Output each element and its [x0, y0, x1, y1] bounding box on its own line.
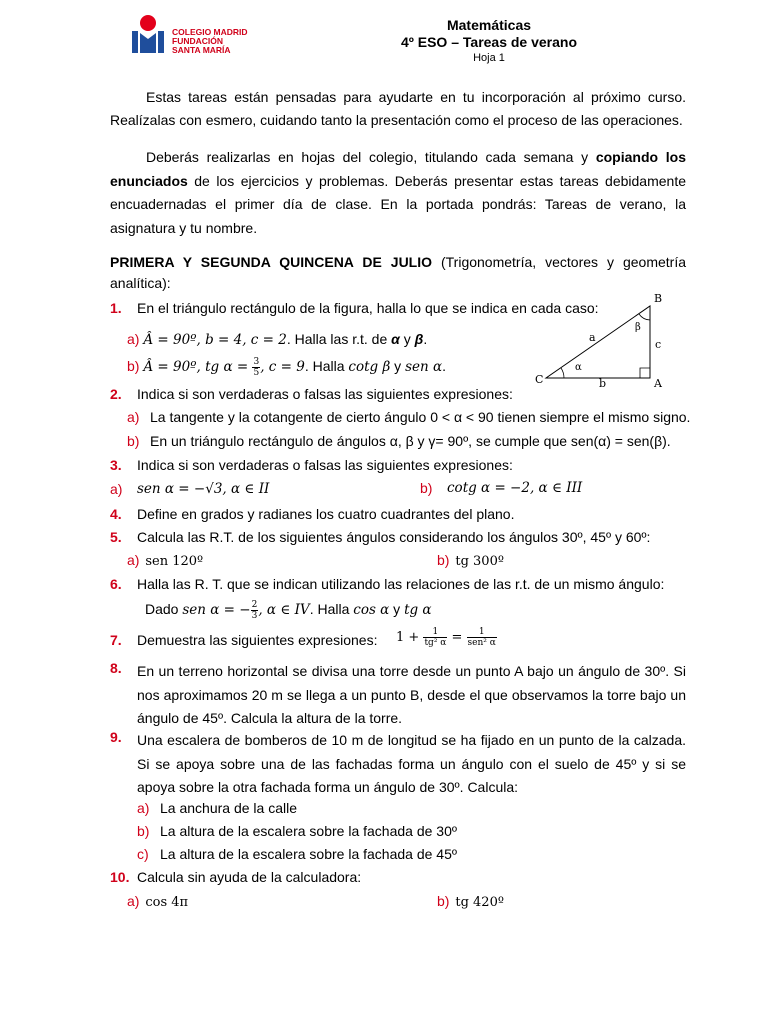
exercise-9-number: 9.: [110, 729, 122, 745]
exercise-5b-math: tg 300º: [455, 554, 504, 569]
exercise-9a-label: a): [137, 800, 150, 816]
exercise-10: [110, 869, 362, 885]
exercise-6-number: 6.: [110, 576, 122, 592]
exercise-3a: [110, 481, 270, 497]
exercise-6: [110, 576, 665, 592]
exercise-7: [110, 632, 378, 648]
exercise-5-number: 5.: [110, 529, 122, 545]
intro-p2-bold: copiando los enunciados: [110, 149, 686, 189]
section-title-bold: PRIMERA Y SEGUNDA QUINCENA DE JULIO: [110, 254, 433, 270]
exercise-6-and: y: [389, 601, 405, 618]
exercise-2b-label: b): [127, 433, 140, 449]
exercise-6-math-pre: sen α = −: [182, 602, 251, 619]
intro-p2-text-b: de los ejercicios y problemas. Deberás presentar estas tareas debidamente encuadernadas el primer día de clase. En la portada pondrás: Tareas de verano, la asignatura y tu nombre.: [110, 172, 686, 236]
side-a-label: a: [589, 331, 596, 344]
exercise-4-number: 4.: [110, 506, 122, 522]
exercise-9c-text: La altura de la escalera sobre la fachada de 45º: [160, 846, 457, 862]
exercise-6-given-text: Dado: [145, 601, 183, 618]
exercise-5a-math: sen 120º: [145, 554, 204, 569]
exercise-9b: [137, 823, 457, 839]
exercise-10-text: Calcula sin ayuda de la calculadora:: [137, 869, 362, 885]
exercise-2-text: Indica si son verdaderas o falsas las siguientes expresiones:: [137, 386, 513, 402]
exercise-9a: [137, 800, 297, 816]
exercise-1b-q2: sen α: [405, 359, 443, 376]
exercise-1b-fraction-den: 5: [253, 368, 260, 378]
exercise-2b: [127, 433, 671, 449]
exercise-7-fraction-b: [467, 627, 497, 648]
exercise-1a-label: a): [127, 331, 140, 347]
school-name-line3: SANTA MARÍA: [172, 45, 231, 55]
exercise-5a: [127, 552, 203, 569]
exercise-4-text: Define en grados y radianes los cuatro cuadrantes del plano.: [137, 506, 515, 522]
school-logo: [130, 14, 176, 56]
exercise-4: [110, 506, 515, 522]
exercise-2a: [127, 409, 691, 425]
exercise-5b: [437, 552, 504, 569]
exercise-1b-end: .: [442, 358, 446, 375]
school-name-line2: FUNDACIÓN: [172, 36, 223, 46]
exercise-1b-fraction-num: 3: [253, 357, 260, 367]
school-name: [172, 28, 248, 55]
exercise-5a-label: a): [127, 552, 140, 568]
exercise-1a-text: . Halla las r.t. de: [286, 331, 392, 347]
exercise-6-math-post: , α ∈ IV: [258, 602, 310, 619]
exercise-2b-text: En un triángulo rectángulo de ángulos α, β y γ= 90º, se cumple que sen(α) = sen(β).: [150, 433, 671, 449]
exercise-10-number: 10.: [110, 869, 130, 885]
exercise-8: [110, 660, 686, 731]
exercise-5: [110, 529, 651, 545]
exercise-7-text: Demuestra las siguientes expresiones:: [137, 632, 378, 648]
side-c-label: c: [655, 338, 662, 351]
exercise-1a-math: Â = 90º, b = 4, c = 2: [143, 332, 287, 348]
exercise-10b-math: tg 420º: [455, 895, 504, 910]
subject-title: Matemáticas: [446, 17, 532, 33]
intro-p2-text-a: Deberás realizarlas en hojas del colegio, titulando cada semana y: [146, 149, 596, 165]
vertex-b-label: B: [654, 292, 663, 305]
section-title-rest: (Trigonometría, vectores y geometría analítica):: [110, 254, 686, 291]
side-b-label: b: [599, 377, 607, 390]
section-title: [110, 252, 686, 294]
exercise-3b-label: b): [420, 480, 433, 496]
exercise-5-text: Calcula las R.T. de los siguientes ángulos considerando los ángulos 30º, 45º y 60º:: [137, 529, 651, 545]
sheet-label: Hoja 1: [473, 52, 505, 64]
intro-paragraph-2: [110, 146, 686, 240]
exercise-1b-math-post: , c = 9: [260, 359, 305, 376]
exercise-1b-math-pre: Â = 90º, tg α =: [143, 359, 253, 376]
exercise-10b: [437, 893, 504, 910]
exercise-1a-alpha: α: [391, 331, 400, 347]
exercise-6-given: [145, 600, 432, 621]
exercise-10a-math: cos 4π: [145, 895, 189, 910]
doc-header: [380, 16, 598, 66]
exercise-3b-math: cotg α = −2, α ∈ III: [447, 480, 583, 496]
exercise-1b-text: . Halla: [304, 358, 349, 375]
exercise-8-text: En un terreno horizontal se divisa una torre desde un punto A bajo un ángulo de 30º. Si nos aproximamos 20 m se llega a un punto B, desde el que observamos la torre bajo un ángulo de 45º. Calcula la altura de la torre.: [137, 663, 686, 726]
exercise-10b-label: b): [437, 893, 450, 909]
exercise-3b: [420, 480, 583, 496]
exercise-6-fraction-den: 3: [251, 611, 258, 621]
exercise-1b: [127, 357, 446, 378]
exercise-1b-and: y: [390, 358, 406, 375]
exercise-10a-label: a): [127, 893, 140, 909]
exercise-3-number: 3.: [110, 457, 122, 473]
exercise-9-text: Una escalera de bomberos de 10 m de longitud se ha fijado en un punto de la calzada. Si se apoya sobre una de las fachadas forma un ángulo con el suelo de 45º y si se apoya sobre la otra fachada forma un ángulo de 30º. Calcula:: [137, 732, 686, 795]
exercise-1a: [127, 331, 427, 348]
exercise-2a-label: a): [127, 409, 140, 425]
exercise-7-number: 7.: [110, 632, 122, 648]
exercise-9b-text: La altura de la escalera sobre la fachada de 30º: [160, 823, 457, 839]
exercise-3: [110, 457, 513, 473]
course-title: 4º ESO – Tareas de verano: [400, 34, 578, 50]
intro-p1-text: Estas tareas están pensadas para ayudarte en tu incorporación al próximo curso. Realízalas con esmero, cuidando tanto la presentación como el proceso de las operaciones.: [110, 89, 686, 128]
exercise-6-q2: tg α: [404, 602, 432, 619]
exercise-8-number: 8.: [110, 660, 122, 676]
exercise-2: [110, 386, 513, 402]
exercise-1a-beta: β: [414, 331, 424, 347]
exercise-1: [110, 300, 599, 316]
exercise-6-fraction-num: 2: [251, 600, 258, 610]
exercise-9b-label: b): [137, 823, 150, 839]
exercise-7-math-pre: 1 +: [396, 630, 424, 646]
angle-alpha-label: α: [575, 362, 582, 373]
school-name-line1: COLEGIO MADRID: [172, 27, 248, 37]
intro-paragraph-1: [110, 86, 686, 131]
exercise-1b-q1: cotg β: [348, 359, 391, 376]
exercise-9c-label: c): [137, 846, 149, 862]
vertex-c-label: C: [535, 373, 544, 386]
exercise-2-number: 2.: [110, 386, 122, 402]
vertex-a-label: A: [654, 377, 662, 390]
exercise-6-q1: cos α: [353, 602, 390, 619]
exercise-3a-math: sen α = −√3, α ∈ II: [137, 481, 270, 497]
exercise-1b-label: b): [127, 358, 140, 375]
exercise-1-number: 1.: [110, 300, 122, 316]
exercise-7-fraction-a-num: 1: [423, 627, 447, 638]
exercise-7-fraction-a: [423, 627, 447, 648]
exercise-6-find-text: . Halla: [309, 601, 354, 618]
exercise-5b-label: b): [437, 552, 450, 568]
exercise-10a: [127, 893, 188, 910]
exercise-9: [110, 729, 686, 800]
exercise-7-fraction-a-den: tg² α: [424, 638, 447, 648]
exercise-7-fraction-b-den: sen² α: [467, 638, 496, 648]
exercise-7-equals: =: [447, 630, 467, 646]
exercise-1a-and: y: [399, 331, 415, 347]
exercise-6-text: Halla las R. T. que se indican utilizando las relaciones de las r.t. de un mismo ángulo:: [137, 576, 665, 592]
exercise-9a-text: La anchura de la calle: [160, 800, 297, 816]
exercise-1-text: En el triángulo rectángulo de la figura, halla lo que se indica en cada caso:: [137, 300, 599, 316]
exercise-3-text: Indica si son verdaderas o falsas las siguientes expresiones:: [137, 457, 513, 473]
exercise-7-fraction-b-num: 1: [467, 627, 497, 638]
angle-beta-label: β: [635, 322, 641, 333]
exercise-2a-text: La tangente y la cotangente de cierto ángulo 0 < α < 90 tienen siempre el mismo signo.: [150, 409, 691, 425]
exercise-9c: [137, 846, 457, 862]
exercise-3a-label: a): [110, 481, 123, 497]
exercise-7-formula: [396, 627, 497, 648]
exercise-1a-end: .: [423, 331, 428, 347]
